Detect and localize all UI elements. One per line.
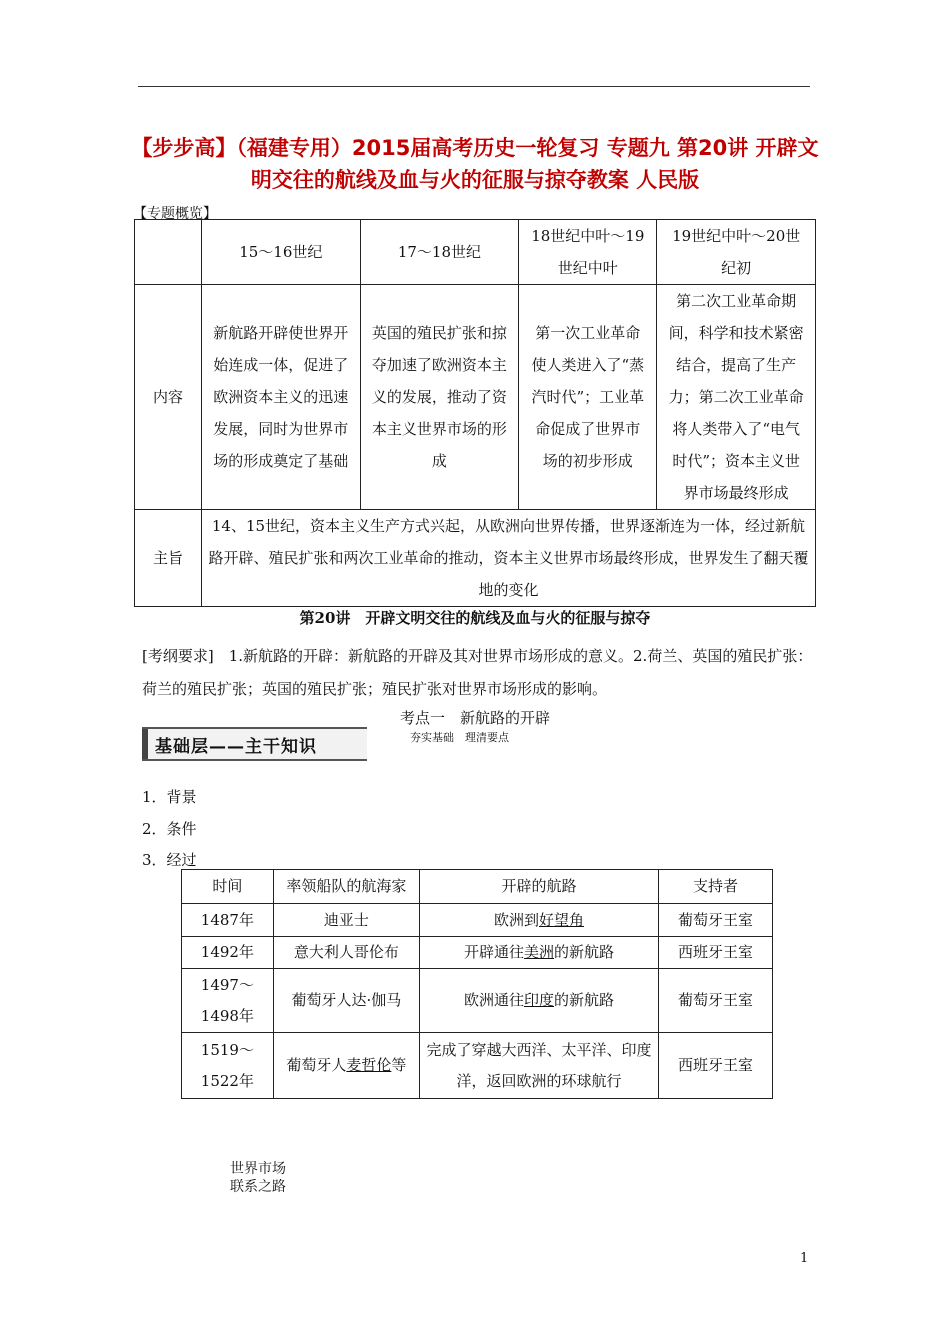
page-number: 1 xyxy=(800,1251,809,1266)
route-cell xyxy=(420,1033,659,1099)
leader-suffix: 等 xyxy=(391,1056,407,1074)
banner-title: 基础层——主干知识 xyxy=(155,737,317,757)
route-underlined: 印度 xyxy=(524,991,555,1009)
list-item-conditions: 2．条件 xyxy=(142,820,197,838)
overview-header-cell: 18世纪中叶～19世纪中叶 xyxy=(519,220,657,285)
route-text: 欧洲到 xyxy=(493,910,539,929)
leader-text: 葡萄牙人 xyxy=(286,1056,347,1074)
leader-text: 迪亚士 xyxy=(323,910,369,929)
leader-cell xyxy=(273,1033,419,1099)
voyage-header-row xyxy=(182,870,773,904)
theme-label: 主旨 xyxy=(135,510,202,607)
time-cell: 1492年 xyxy=(182,937,274,969)
time-cell: 1519～1522年 xyxy=(182,1033,274,1099)
route-suffix: 的新航路 xyxy=(554,943,615,961)
voyage-header-cell: 支持者 xyxy=(659,870,773,904)
table-row xyxy=(182,937,773,969)
sponsor-cell: 葡萄牙王室 xyxy=(659,904,773,937)
content-label: 内容 xyxy=(135,285,202,510)
overview-header-cell: 19世纪中叶～20世纪初 xyxy=(657,220,816,285)
sponsor-cell: 西班牙王室 xyxy=(659,1033,773,1099)
overview-table xyxy=(134,219,816,607)
section-banner xyxy=(142,727,367,761)
voyage-table xyxy=(181,869,773,1099)
route-cell xyxy=(420,904,659,937)
sponsor-cell: 西班牙王室 xyxy=(659,937,773,969)
voyage-header-cell: 开辟的航路 xyxy=(420,870,659,904)
overview-content-row xyxy=(135,285,816,510)
header-rule xyxy=(138,86,810,87)
list-item-process: 3．经过 xyxy=(142,851,197,869)
banner-bar xyxy=(142,729,148,759)
leader-cell xyxy=(273,904,419,937)
leader-underlined: 麦哲伦 xyxy=(346,1056,392,1074)
route-underlined: 美洲 xyxy=(524,943,555,961)
overview-corner-cell xyxy=(135,220,202,285)
content-cell: 第二次工业革命期间，科学和技术紧密结合，提高了生产力；第二次工业革命将人类带入了“电气时代”；资本主义世界市场最终形成 xyxy=(657,285,816,510)
leader-text: 意大利人哥伦布 xyxy=(293,943,399,961)
content-cell: 新航路开辟使世界开始连成一体，促进了欧洲资本主义的迅速发展，同时为世界市场的形成奠定了基础 xyxy=(201,285,360,510)
route-suffix: 的新航路 xyxy=(554,991,615,1009)
route-underlined: 好望角 xyxy=(539,910,585,929)
overview-theme-row xyxy=(135,510,816,607)
route-cell xyxy=(420,969,659,1033)
document-title: 【步步高】（福建专用）2015届高考历史一轮复习 专题九 第20讲 开辟文明交往的航线及血与火的征服与掠夺教案 人民版 xyxy=(131,136,819,192)
lecture-title: 第20讲 开辟文明交往的航线及血与火的征服与掠夺 xyxy=(299,609,651,627)
voyage-header-cell: 时间 xyxy=(182,870,274,904)
overview-header-cell: 15～16世纪 xyxy=(201,220,360,285)
overview-header-row xyxy=(135,220,816,285)
overview-header-cell: 17～18世纪 xyxy=(360,220,519,285)
list-item-background: 1．背景 xyxy=(142,788,197,806)
world-market-label xyxy=(230,1160,286,1196)
world-market-line: 世界市场 xyxy=(230,1161,286,1177)
exam-requirements: [考纲要求] 1.新航路的开辟：新航路的开辟及其对世界市场形成的意义。2.荷兰、英国的殖民扩张：荷兰的殖民扩张；英国的殖民扩张；殖民扩张对世界市场形成的影响。 xyxy=(142,647,813,698)
table-row xyxy=(182,1033,773,1099)
leader-text: 葡萄牙人达·伽马 xyxy=(291,991,402,1009)
overview-label: 【专题概览】 xyxy=(133,206,217,222)
route-text: 开辟通往 xyxy=(463,943,524,961)
route-cell xyxy=(420,937,659,969)
world-market-line: 联系之路 xyxy=(230,1179,286,1195)
sponsor-cell: 葡萄牙王室 xyxy=(659,969,773,1033)
banner-subtitle: 夯实基础 理清要点 xyxy=(410,731,509,744)
route-text: 完成了穿越大西洋、太平洋、印度洋，返回欧洲的环球航行 xyxy=(426,1040,652,1090)
table-row xyxy=(182,904,773,937)
time-cell: 1487年 xyxy=(182,904,274,937)
topic-heading: 考点一 新航路的开辟 xyxy=(399,709,550,727)
content-cell: 第一次工业革命使人类进入了“蒸汽时代”；工业革命促成了世界市场的初步形成 xyxy=(519,285,657,510)
table-row xyxy=(182,969,773,1033)
leader-cell xyxy=(273,937,419,969)
route-text: 欧洲通往 xyxy=(463,991,524,1009)
voyage-header-cell: 率领船队的航海家 xyxy=(273,870,419,904)
leader-cell xyxy=(273,969,419,1033)
time-cell: 1497～1498年 xyxy=(182,969,274,1033)
content-cell: 英国的殖民扩张和掠夺加速了欧洲资本主义的发展，推动了资本主义世界市场的形成 xyxy=(360,285,519,510)
theme-cell: 14、15世纪，资本主义生产方式兴起，从欧洲向世界传播，世界逐渐连为一体，经过新航路开辟、殖民扩张和两次工业革命的推动，资本主义世界市场最终形成，世界发生了翻天覆地的变化 xyxy=(201,510,815,607)
